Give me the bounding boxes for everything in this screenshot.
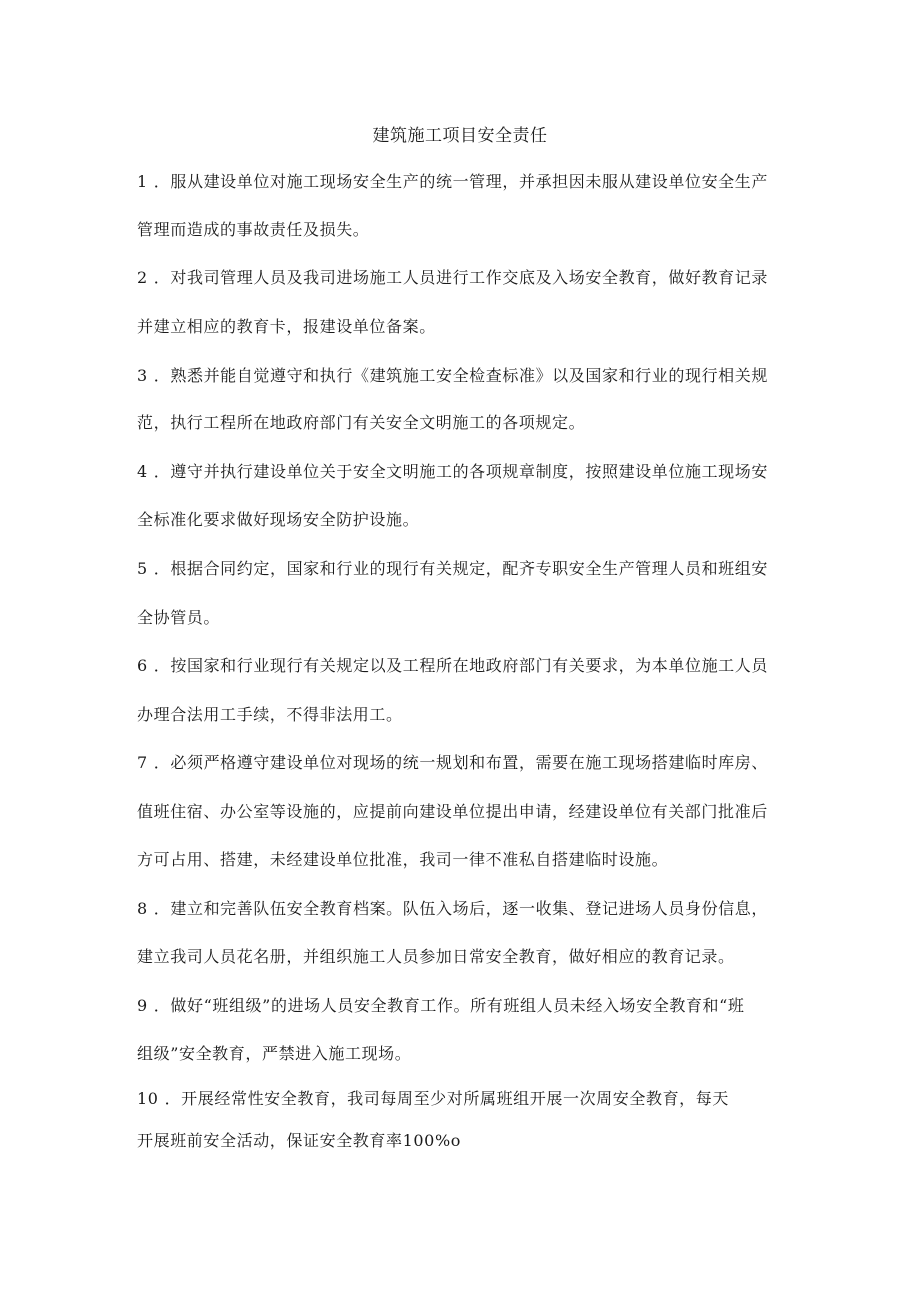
item-text: ．对我司管理人员及我司进场施工人员进行工作交底及入场安全教育，做好教育记录 [153, 268, 768, 287]
item-number: 3 [137, 366, 148, 385]
item-7-line-2: 值班住宿、办公室等设施的，应提前向建设单位提出申请，经建设单位有关部门批准后 [137, 802, 768, 821]
item-6-line-1 [137, 654, 768, 678]
item-9-line-2: 组级”安全教育，严禁进入施工现场。 [137, 1044, 412, 1063]
item-number: 8 [137, 899, 148, 918]
item-10-line-2: 开展班前安全活动，保证安全教育率100%o [137, 1131, 461, 1150]
item-3-line-2: 范，执行工程所在地政府部门有关安全文明施工的各项规定。 [137, 413, 586, 432]
item-text: ．按国家和行业现行有关规定以及工程所在地政府部门有关要求，为本单位施工人员 [153, 656, 768, 675]
item-number: 10 [137, 1089, 159, 1108]
item-text: ．做好“班组级”的进场人员安全教育工作。所有班组人员未经入场安全教育和“班 [153, 996, 745, 1015]
item-number: 4 [137, 462, 148, 481]
item-number: 9 [137, 996, 148, 1015]
item-3-line-1 [137, 364, 768, 388]
item-text: ．开展经常性安全教育，我司每周至少对所属班组开展一次周安全教育，每天 [164, 1089, 729, 1108]
item-text: ．遵守并执行建设单位关于安全文明施工的各项规章制度，按照建设单位施工现场安 [153, 462, 768, 481]
item-number: 5 [137, 559, 148, 578]
item-number: 2 [137, 268, 148, 287]
item-1-line-1 [137, 170, 768, 194]
item-text: ．根据合同约定，国家和行业的现行有关规定，配齐专职安全生产管理人员和班组安 [153, 559, 768, 578]
item-6-line-2: 办理合法用工手续，不得非法用工。 [137, 705, 403, 724]
document-title: 建筑施工项目安全责任 [372, 126, 548, 146]
item-5-line-2: 全协管员。 [137, 608, 221, 627]
item-number: 6 [137, 656, 148, 675]
item-5-line-1 [137, 557, 768, 581]
item-8-line-2: 建立我司人员花名册，并组织施工人员参加日常安全教育，做好相应的教育记录。 [137, 947, 735, 966]
item-4-line-2: 全标准化要求做好现场安全防护设施。 [137, 510, 420, 529]
item-2-line-2: 并建立相应的教育卡，报建设单位备案。 [137, 317, 436, 336]
item-4-line-1 [137, 460, 768, 484]
item-text: ．服从建设单位对施工现场安全生产的统一管理，并承担因未服从建设单位安全生产 [153, 172, 768, 191]
item-text: ．必须严格遵守建设单位对现场的统一规划和布置，需要在施工现场搭建临时库房、 [153, 753, 768, 772]
item-9-line-1 [137, 994, 745, 1018]
item-2-line-1 [137, 266, 768, 290]
item-7-line-3: 方可占用、搭建，未经建设单位批准，我司一律不准私自搭建临时设施。 [137, 850, 669, 869]
item-1-line-2: 管理而造成的事故责任及损失。 [137, 220, 370, 239]
item-8-line-1 [137, 897, 768, 921]
item-text: ．熟悉并能自觉遵守和执行《建筑施工安全检查标准》以及国家和行业的现行相关规 [153, 366, 768, 385]
item-text: ．建立和完善队伍安全教育档案。队伍入场后，逐一收集、登记进场人员身份信息， [153, 899, 768, 918]
item-7-line-1 [137, 751, 768, 775]
item-10-line-1 [137, 1087, 729, 1111]
item-number: 1 [137, 172, 148, 191]
item-number: 7 [137, 753, 148, 772]
